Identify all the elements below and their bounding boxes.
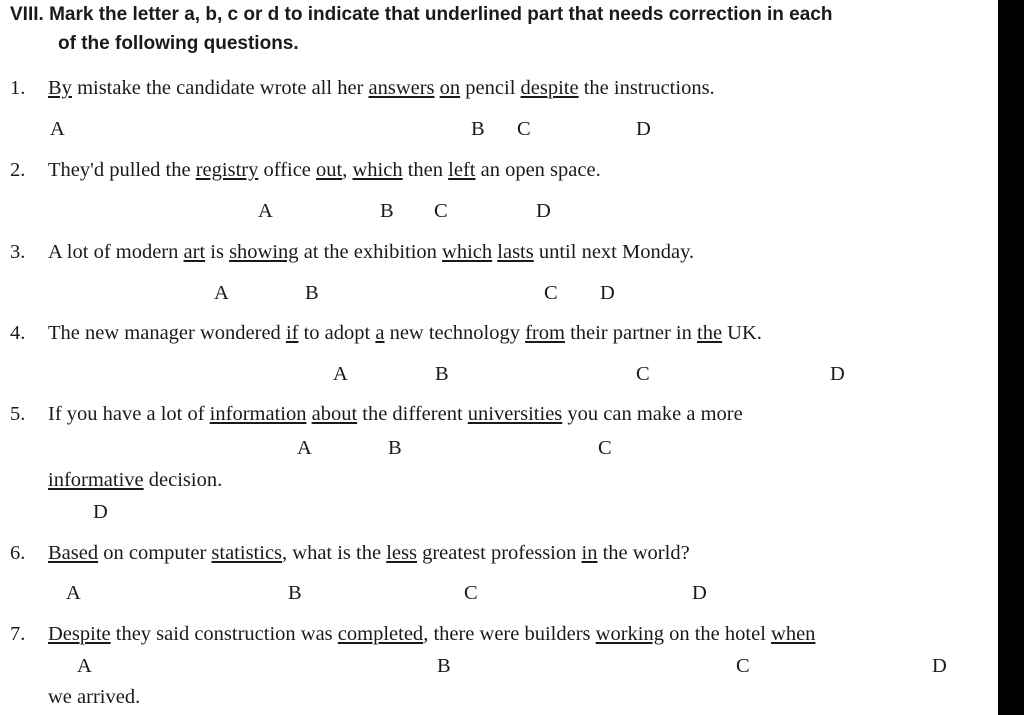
option-label-d: D: [636, 118, 651, 140]
question-5-sentence-continued: informative decision.: [48, 469, 223, 491]
option-label-a: A: [333, 363, 348, 385]
question-number: 3.: [10, 241, 26, 263]
option-label-b: B: [380, 200, 394, 222]
option-label-a: A: [214, 282, 229, 304]
option-label-a: A: [258, 200, 273, 222]
question-1-sentence: By mistake the candidate wrote all her answers on pencil despite the instructions.: [48, 77, 715, 99]
option-label-c: C: [598, 437, 612, 459]
option-label-b: B: [305, 282, 319, 304]
option-label-c: C: [434, 200, 448, 222]
question-2-sentence: They'd pulled the registry office out, which then left an open space.: [48, 159, 601, 181]
heading-line-2: of the following questions.: [58, 33, 299, 54]
option-label-c: C: [636, 363, 650, 385]
option-label-c: C: [464, 582, 478, 604]
question-3-sentence: A lot of modern art is showing at the exhibition which lasts until next Monday.: [48, 241, 695, 263]
exercise-heading: [10, 0, 980, 58]
question-number: 7.: [10, 623, 26, 645]
option-label-d: D: [600, 282, 615, 304]
option-label-a: A: [297, 437, 312, 459]
option-label-a: A: [66, 582, 81, 604]
option-label-b: B: [471, 118, 485, 140]
question-number: 4.: [10, 322, 26, 344]
option-label-d: D: [830, 363, 845, 385]
option-label-b: B: [288, 582, 302, 604]
question-number: 1.: [10, 77, 26, 99]
question-7-sentence-continued: we arrived.: [48, 686, 141, 708]
question-number: 2.: [10, 159, 26, 181]
option-label-b: B: [435, 363, 449, 385]
question-number: 5.: [10, 403, 26, 425]
question-6-sentence: Based on computer statistics, what is the less greatest profession in the world?: [48, 542, 690, 564]
right-edge-bar: [998, 0, 1024, 715]
option-label-d: D: [93, 501, 108, 523]
option-label-b: B: [437, 655, 451, 677]
option-label-d: D: [932, 655, 947, 677]
option-label-d: D: [536, 200, 551, 222]
option-label-c: C: [517, 118, 531, 140]
option-label-d: D: [692, 582, 707, 604]
heading-line-1: VIII. Mark the letter a, b, c or d to indicate that underlined part that needs correction in each: [10, 4, 833, 25]
question-5-sentence: If you have a lot of information about the different universities you can make a more: [48, 403, 743, 425]
option-label-b: B: [388, 437, 402, 459]
option-label-a: A: [50, 118, 65, 140]
option-label-a: A: [77, 655, 92, 677]
option-label-c: C: [736, 655, 750, 677]
question-7-sentence: Despite they said construction was completed, there were builders working on the hotel when: [48, 623, 816, 645]
option-label-c: C: [544, 282, 558, 304]
question-4-sentence: The new manager wondered if to adopt a new technology from their partner in the UK.: [48, 322, 762, 344]
question-number: 6.: [10, 542, 26, 564]
